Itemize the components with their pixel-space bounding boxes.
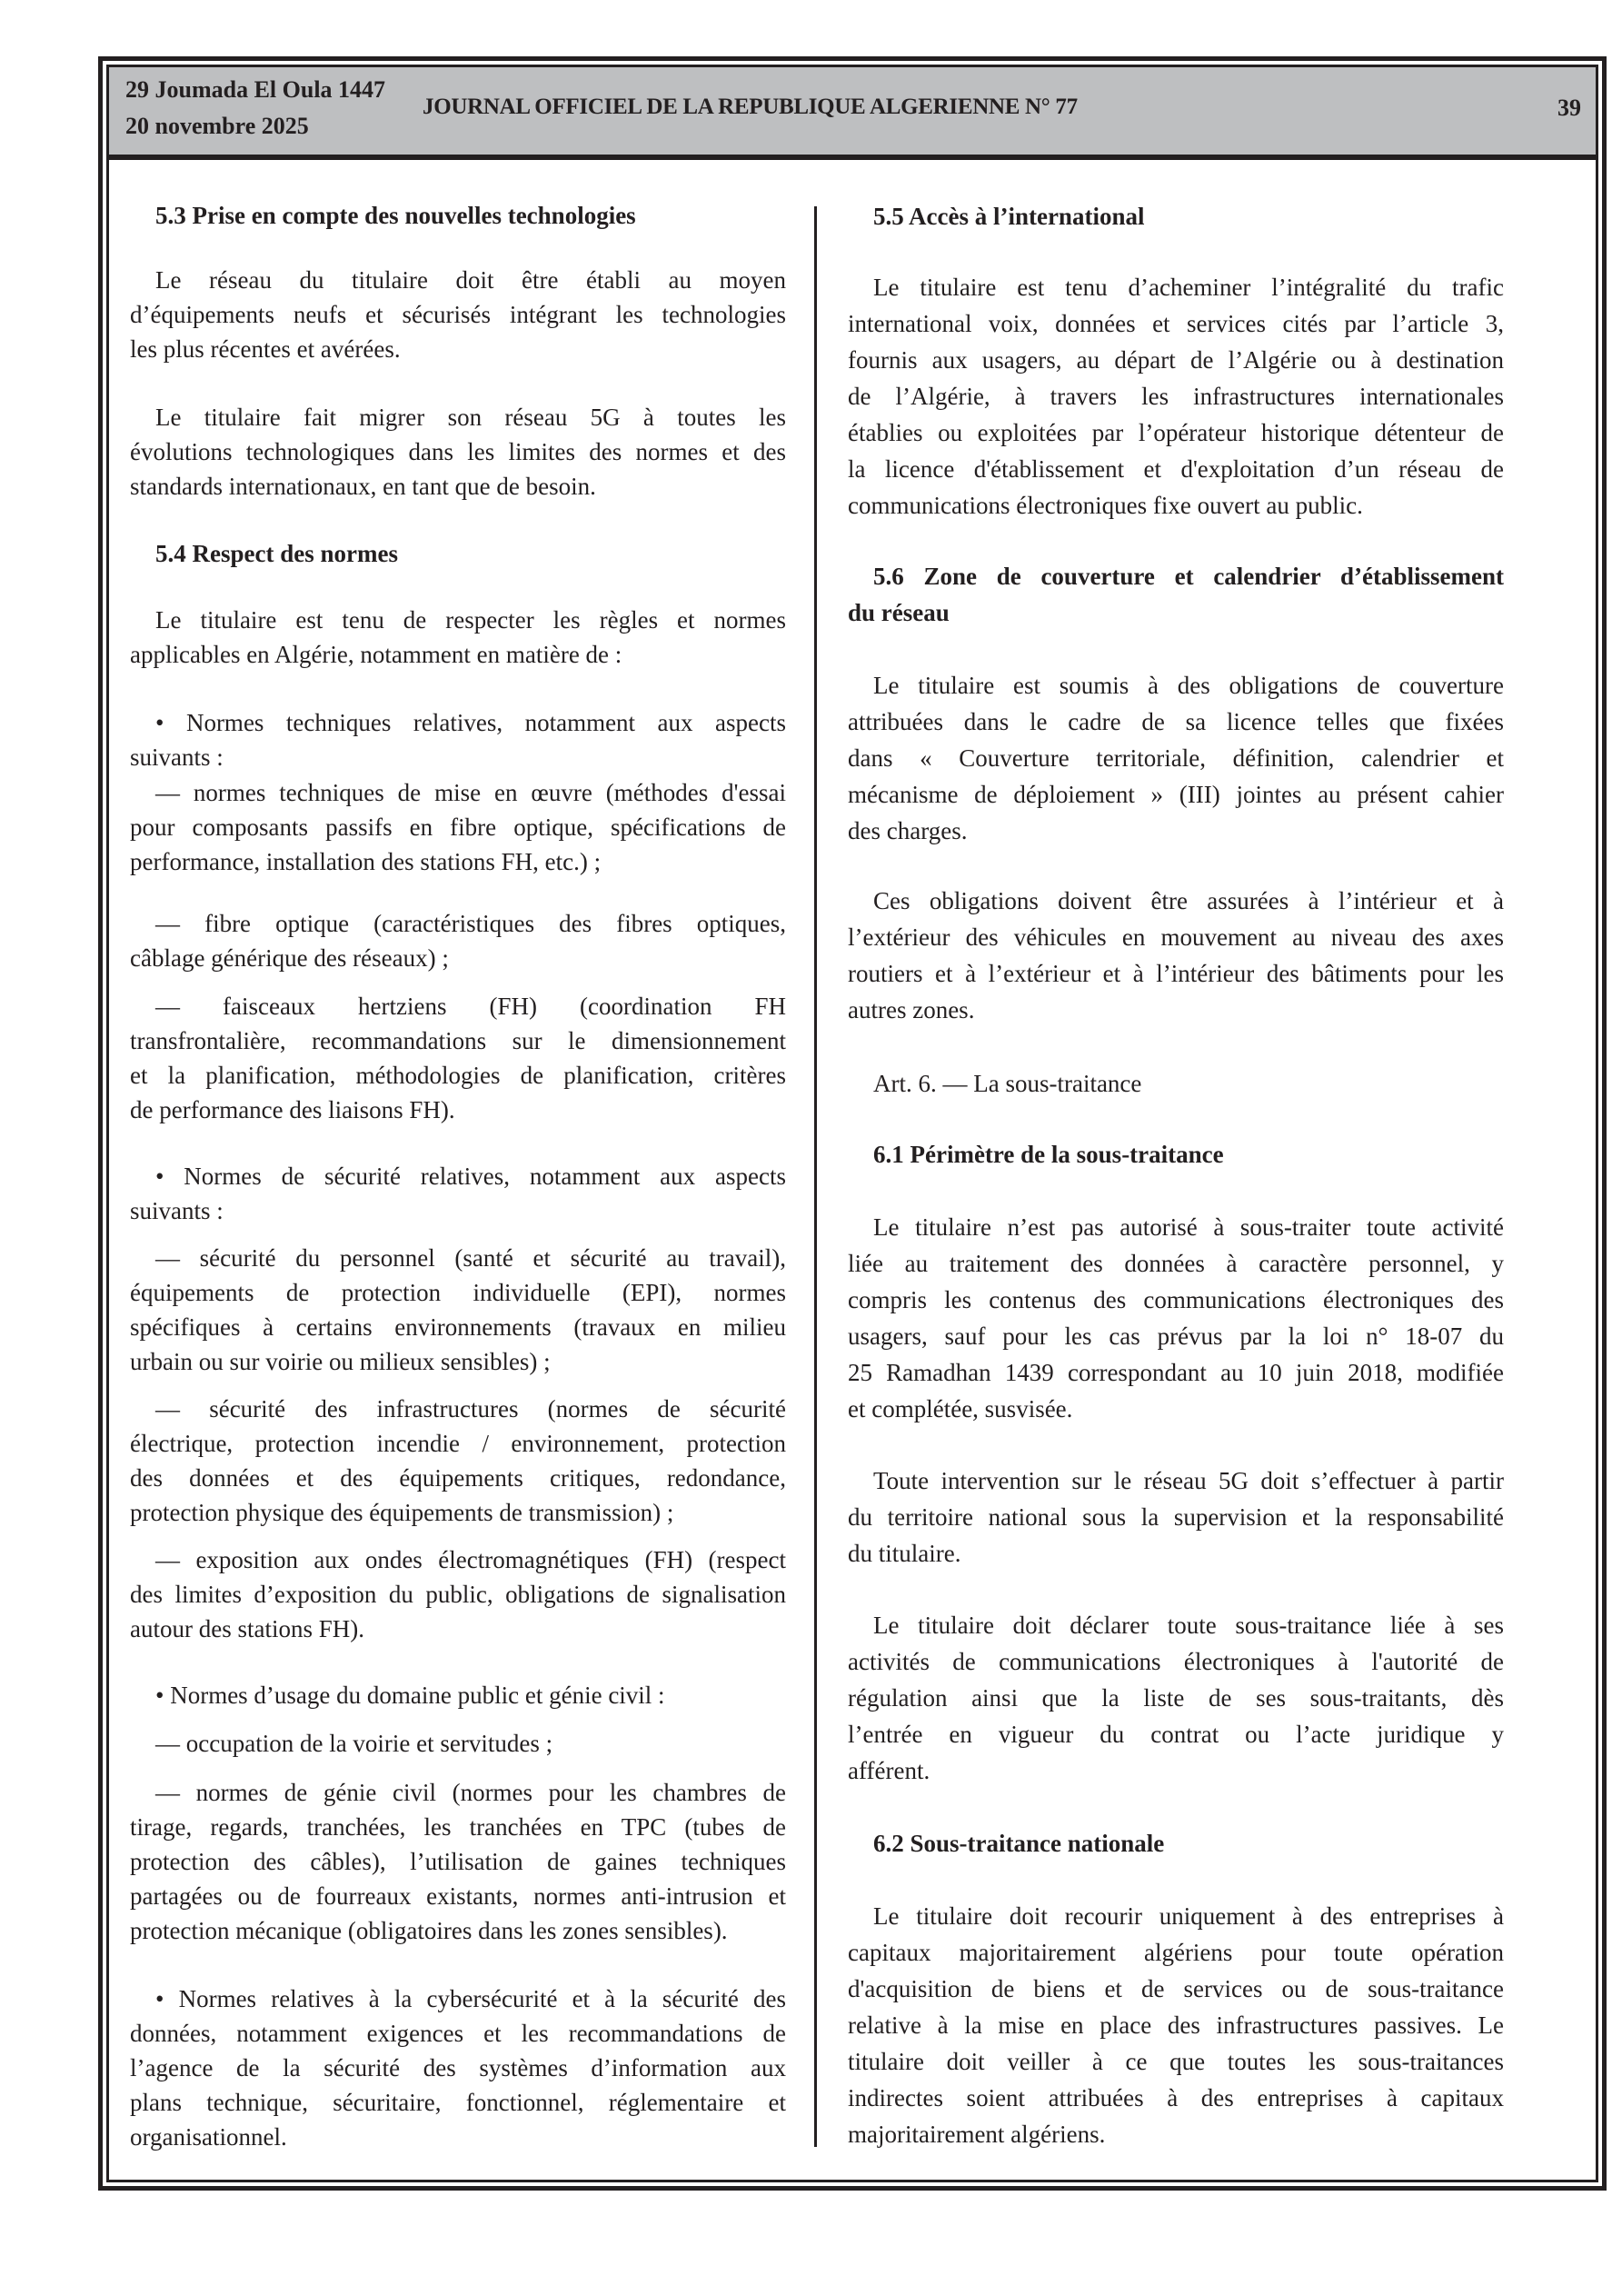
text-line: des charges. bbox=[848, 817, 968, 844]
text-line: Le réseau du titulaire doit être établi au moyen bbox=[155, 266, 786, 294]
text-line: la licence d'établissement et d'exploitation d’un réseau de bbox=[848, 455, 1504, 483]
text-line: mécanisme de déploiement » (III) jointes au présent cahier bbox=[848, 781, 1504, 808]
text-line: Le titulaire est soumis à des obligations de couverture bbox=[873, 672, 1504, 699]
text-line: communications électroniques fixe ouvert au public. bbox=[848, 492, 1363, 519]
left-dash-block bbox=[130, 1542, 786, 1646]
text-line: Le titulaire doit recourir uniquement à des entreprises à bbox=[873, 1902, 1504, 1930]
text-line: titulaire doit veiller à ce que toutes les sous-traitances bbox=[848, 2048, 1504, 2075]
text-line: Ces obligations doivent être assurées à l’intérieur et à bbox=[873, 887, 1504, 914]
text-line: afférent. bbox=[848, 1757, 930, 1784]
text-line: électrique, protection incendie / environnement, protection bbox=[130, 1430, 786, 1457]
left-bullet-block bbox=[130, 1678, 786, 1712]
text-line: relative à la mise en place des infrastructures passives. Le bbox=[848, 2011, 1504, 2039]
text-line: autres zones. bbox=[848, 996, 975, 1023]
text-line: Le titulaire est tenu d’acheminer l’intégralité du trafic bbox=[873, 274, 1504, 301]
text-line: suivants : bbox=[130, 744, 224, 771]
text-line: transfrontalière, recommandations sur le dimensionnement bbox=[130, 1027, 786, 1054]
left-paragraph-block bbox=[130, 263, 786, 366]
text-line: l’extérieur des véhicules en mouvement au niveau des axes bbox=[848, 923, 1504, 951]
left-bullet-block bbox=[130, 1159, 786, 1228]
section-heading-line: 5.6 Zone de couverture et calendrier d’établissement bbox=[873, 563, 1504, 590]
text-line: d'acquisition de biens et de services ou de sous-traitance bbox=[848, 1975, 1504, 2002]
text-line: de performance des liaisons FH). bbox=[130, 1096, 455, 1123]
text-line: évolutions technologiques dans les limites des normes et des bbox=[130, 438, 786, 465]
text-line: • Normes d’usage du domaine public et génie civil : bbox=[155, 1682, 665, 1709]
left-bullet-block bbox=[130, 1982, 786, 2154]
section-heading-line: 5.3 Prise en compte des nouvelles technologies bbox=[155, 202, 636, 229]
text-line: et complétée, susvisée. bbox=[848, 1395, 1073, 1423]
page-number: 39 bbox=[1557, 95, 1581, 121]
section-heading-line: 5.5 Accès à l’international bbox=[873, 203, 1145, 230]
text-line: performance, installation des stations FH, etc.) ; bbox=[130, 848, 602, 875]
text-line: données, notamment exigences et les recommandations de bbox=[130, 2020, 786, 2047]
text-line: 25 Ramadhan 1439 correspondant au 10 juin 2018, modifiée bbox=[848, 1359, 1504, 1386]
text-line: applicables en Algérie, notamment en matière de : bbox=[130, 641, 622, 668]
section-heading-line: 5.4 Respect des normes bbox=[155, 540, 398, 567]
text-line: du territoire national sous la supervision et la responsabilité bbox=[848, 1503, 1504, 1531]
gregorian-date: 20 novembre 2025 bbox=[125, 113, 309, 139]
text-line: tirage, regards, tranchées, les tranchées en TPC (tubes de bbox=[130, 1813, 786, 1841]
text-line: Le titulaire fait migrer son réseau 5G à toutes les bbox=[155, 404, 786, 431]
column-divider bbox=[814, 206, 817, 2147]
section-heading-line: 6.1 Périmètre de la sous-traitance bbox=[873, 1141, 1224, 1168]
text-line: capitaux majoritairement algériens pour toute opération bbox=[848, 1939, 1504, 1966]
text-line: — fibre optique (caractéristiques des fibres optiques, bbox=[155, 910, 786, 937]
text-line: spécifiques à certains environnements (travaux en milieu bbox=[130, 1313, 786, 1341]
text-line: pour composants passifs en fibre optique, spécifications de bbox=[130, 814, 786, 841]
text-line: équipements de protection individuelle (EPI), normes bbox=[130, 1279, 786, 1306]
text-line: majoritairement algériens. bbox=[848, 2121, 1106, 2148]
left-bullet-block bbox=[130, 705, 786, 774]
journal-header bbox=[109, 67, 1596, 160]
text-line: suivants : bbox=[130, 1197, 224, 1224]
text-line: — sécurité du personnel (santé et sécurité au travail), bbox=[155, 1244, 786, 1272]
text-line: • Normes de sécurité relatives, notamment aux aspects bbox=[155, 1163, 786, 1190]
text-line: protection physique des équipements de transmission) ; bbox=[130, 1499, 674, 1526]
right-paragraph-block bbox=[848, 883, 1504, 1028]
text-line: activités de communications électroniques à l'autorité de bbox=[848, 1648, 1504, 1675]
text-line: compris les contenus des communications électroniques des bbox=[848, 1286, 1504, 1313]
text-line: câblage générique des réseaux) ; bbox=[130, 944, 449, 972]
text-line: Le titulaire est tenu de respecter les règles et normes bbox=[155, 606, 786, 634]
text-line: des données et des équipements critiques, redondance, bbox=[130, 1464, 786, 1492]
right-paragraph-block bbox=[848, 667, 1504, 849]
text-line: autour des stations FH). bbox=[130, 1615, 364, 1642]
left-dash-block bbox=[130, 1392, 786, 1530]
text-line: du titulaire. bbox=[848, 1540, 961, 1567]
text-line: — faisceaux hertziens (FH) (coordination FH bbox=[155, 993, 786, 1020]
text-line: — normes de génie civil (normes pour les chambres de bbox=[155, 1779, 786, 1806]
text-line: indirectes soient attribuées à des entreprises à capitaux bbox=[848, 2084, 1504, 2111]
text-line: • Normes techniques relatives, notamment aux aspects bbox=[155, 709, 786, 736]
right-heading-block bbox=[848, 198, 1504, 235]
left-paragraph-block bbox=[130, 603, 786, 672]
text-line: — normes techniques de mise en œuvre (méthodes d'essai bbox=[155, 779, 786, 806]
section-heading-line: du réseau bbox=[848, 599, 950, 626]
text-line: fournis aux usagers, au départ de l’Algérie ou à destination bbox=[848, 346, 1504, 374]
text-line: liée au traitement des données à caractère personnel, y bbox=[848, 1250, 1504, 1277]
right-paragraph-block bbox=[848, 1607, 1504, 1789]
right-heading-block bbox=[848, 1825, 1504, 1862]
text-line: routiers et à l’extérieur et à l’intérieur des bâtiments pour les bbox=[848, 960, 1504, 987]
text-line: protection des câbles), l’utilisation de gaines techniques bbox=[130, 1848, 786, 1875]
left-dash-block bbox=[130, 1241, 786, 1379]
left-heading-block bbox=[130, 198, 786, 233]
text-line: standards internationaux, en tant que de besoin. bbox=[130, 473, 596, 500]
left-heading-block bbox=[130, 536, 786, 571]
text-line: dans « Couverture territoriale, définition, calendrier et bbox=[848, 744, 1504, 772]
hijri-date: 29 Joumada El Oula 1447 bbox=[125, 76, 386, 103]
text-line: établies ou exploitées par l’opérateur historique détenteur de bbox=[848, 419, 1504, 446]
text-line: organisationnel. bbox=[130, 2123, 287, 2151]
section-heading-line: 6.2 Sous-traitance nationale bbox=[873, 1830, 1165, 1857]
text-line: partagées ou de fourreaux existants, normes anti-intrusion et bbox=[130, 1882, 786, 1910]
text-line: et la planification, méthodologies de planification, critères bbox=[130, 1062, 786, 1089]
text-line: — sécurité des infrastructures (normes de sécurité bbox=[155, 1395, 786, 1423]
text-line: — exposition aux ondes électromagnétiques (FH) (respect bbox=[155, 1546, 786, 1573]
right-article-block bbox=[848, 1065, 1504, 1102]
text-line: Le titulaire n’est pas autorisé à sous-traiter toute activité bbox=[873, 1213, 1504, 1241]
left-dash-block bbox=[130, 1775, 786, 1948]
journal-title: JOURNAL OFFICIEL DE LA REPUBLIQUE ALGERIENNE N° 77 bbox=[423, 95, 1078, 119]
text-line: de l’Algérie, à travers les infrastructures internationales bbox=[848, 383, 1504, 410]
right-heading-block bbox=[848, 558, 1504, 631]
right-paragraph-block bbox=[848, 1209, 1504, 1427]
text-line: — occupation de la voirie et servitudes ; bbox=[155, 1730, 553, 1757]
text-line: attribuées dans le cadre de sa licence telles que fixées bbox=[848, 708, 1504, 735]
text-line: usagers, sauf pour les cas prévus par la loi n° 18-07 du bbox=[848, 1323, 1504, 1350]
right-paragraph-block bbox=[848, 269, 1504, 524]
text-line: des limites d’exposition du public, obligations de signalisation bbox=[130, 1581, 786, 1608]
text-line: plans technique, sécuritaire, fonctionnel, réglementaire et bbox=[130, 2089, 786, 2116]
text-line: Art. 6. — La sous-traitance bbox=[873, 1070, 1142, 1097]
text-line: l’agence de la sécurité des systèmes d’information aux bbox=[130, 2054, 786, 2081]
text-line: l’entrée en vigueur du contrat ou l’acte juridique y bbox=[848, 1721, 1504, 1748]
left-paragraph-block bbox=[130, 400, 786, 504]
right-paragraph-block bbox=[848, 1898, 1504, 2152]
left-dash-block bbox=[130, 1726, 786, 1761]
text-line: international voix, données et services cités par l’article 3, bbox=[848, 310, 1504, 337]
text-line: Le titulaire doit déclarer toute sous-traitance liée à ses bbox=[873, 1612, 1504, 1639]
text-line: les plus récentes et avérées. bbox=[130, 335, 401, 363]
text-line: d’équipements neufs et sécurisés intégrant les technologies bbox=[130, 301, 786, 328]
text-line: Toute intervention sur le réseau 5G doit s’effectuer à partir bbox=[873, 1467, 1504, 1494]
text-line: régulation ainsi que la liste de ses sous-traitants, dès bbox=[848, 1684, 1504, 1712]
left-dash-block bbox=[130, 989, 786, 1127]
text-line: protection mécanique (obligatoires dans les zones sensibles). bbox=[130, 1917, 728, 1944]
text-line: urbain ou sur voirie ou milieux sensibles) ; bbox=[130, 1348, 551, 1375]
right-heading-block bbox=[848, 1136, 1504, 1173]
right-paragraph-block bbox=[848, 1462, 1504, 1572]
left-dash-block bbox=[130, 775, 786, 879]
left-dash-block bbox=[130, 906, 786, 975]
text-line: • Normes relatives à la cybersécurité et à la sécurité des bbox=[155, 1985, 786, 2012]
